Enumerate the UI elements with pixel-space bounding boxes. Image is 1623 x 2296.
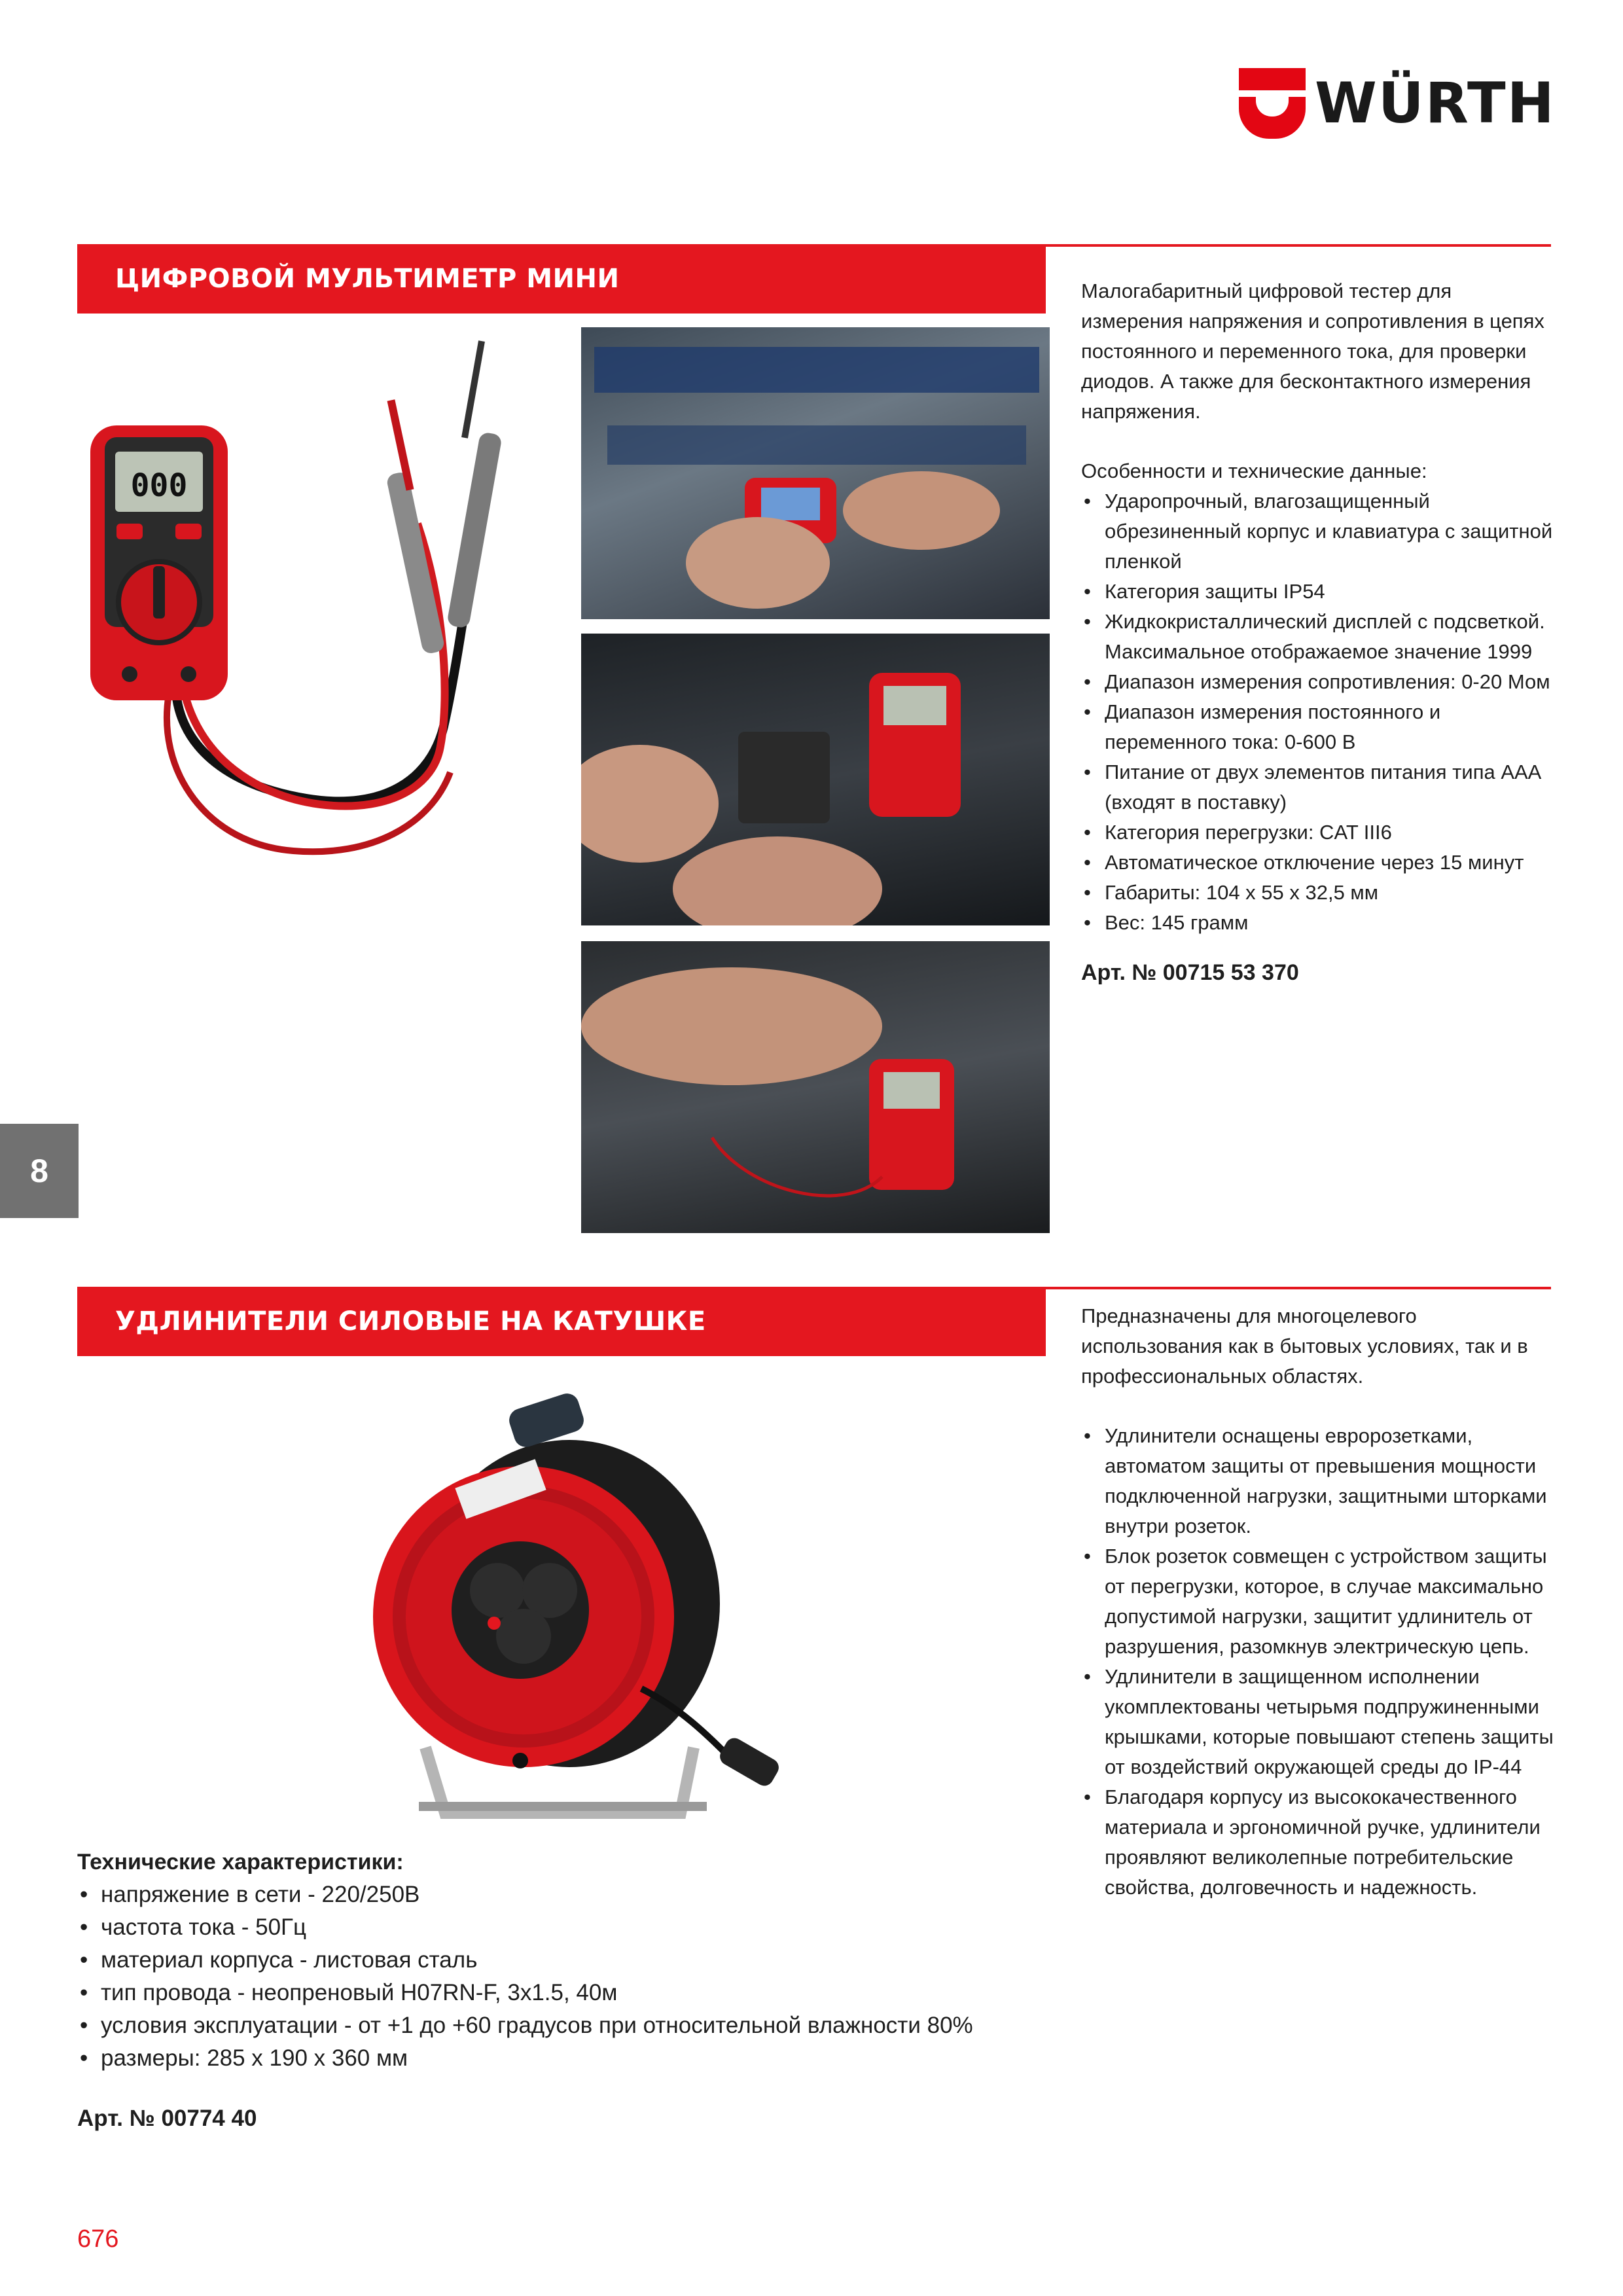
cable-reel-product-image xyxy=(262,1381,851,1839)
wurth-logo xyxy=(1239,65,1556,144)
photo-electrical-panel xyxy=(581,327,1050,619)
cable-reel-feature-list xyxy=(1081,1421,1559,1903)
list-item: • Вес: 145 грамм xyxy=(1081,908,1559,938)
list-item: • Питание от двух элементов питания типа ААА (входят в поставку) xyxy=(1081,757,1559,817)
header-rule xyxy=(1046,244,1551,247)
multimeter-intro: Малогабаритный цифровой тестер для измерения напряжения и сопротивления в цепях постоянного и переменного тока, для проверки диодов. А также для бесконтактного измерения напряжения. xyxy=(1081,279,1544,423)
list-item: • Габариты: 104 х 55 х 32,5 мм xyxy=(1081,878,1559,908)
section-title-multimeter xyxy=(77,244,1046,314)
list-item: • Удлинители в защищенном исполнении укомплектованы четырьмя подпружиненными крышками, которые повышают степень защиты от воздействий окружающей среды до IP-44 xyxy=(1081,1662,1559,1782)
cable-reel-specs xyxy=(77,1846,1059,2135)
wurth-logo-icon xyxy=(1239,68,1306,139)
list-item: • Жидкокристаллический дисплей с подсветкой. Максимальное отображаемое значение 1999 xyxy=(1081,607,1559,667)
list-item: • Категория перегрузки: CAT III6 xyxy=(1081,817,1559,848)
list-item: • Автоматическое отключение через 15 минут xyxy=(1081,848,1559,878)
photo-engine-bay xyxy=(581,941,1050,1233)
header-rule xyxy=(1046,1287,1551,1289)
specs-list xyxy=(77,1878,1059,2075)
specs-heading: Технические характеристики: xyxy=(77,1850,404,1874)
list-item: • Диапазон измерения постоянного и переменного тока: 0-600 В xyxy=(1081,697,1559,757)
multimeter-product-image xyxy=(77,327,548,903)
cable-reel-intro: Предназначены для многоцелевого использования как в бытовых условиях, так и в профессиональных областях. xyxy=(1081,1304,1528,1388)
list-item: • Диапазон измерения сопротивления: 0-20 Мом xyxy=(1081,667,1559,697)
list-item: • частота тока - 50Гц xyxy=(77,1911,1059,1944)
list-item: • условия эксплуатации - от +1 до +60 градусов при относительной влажности 80% xyxy=(77,2009,1059,2042)
page-number: 676 xyxy=(77,2225,119,2253)
section-title-text: УДЛИНИТЕЛИ СИЛОВЫЕ НА КАТУШКЕ xyxy=(115,1306,706,1336)
list-item: • тип провода - неопреновый H07RN-F, 3x1.5, 40м xyxy=(77,1977,1059,2009)
meter-display-text: 000 xyxy=(130,467,188,504)
multimeter-article-number: Арт. № 00715 53 370 xyxy=(1081,960,1299,985)
cable-reel-description xyxy=(1081,1301,1559,1903)
list-item: • размеры: 285 х 190 х 360 мм xyxy=(77,2042,1059,2075)
cable-reel-article-number: Арт. № 00774 40 xyxy=(77,2106,257,2131)
brand-name: WÜRTH xyxy=(1315,71,1556,136)
photo-car-relay xyxy=(581,634,1050,925)
multimeter-description xyxy=(1081,276,1559,988)
list-item: • Благодаря корпусу из высококачественного материала и эргономичной ручке, удлинители проявляют великолепные потребительские свойства, долговечность и надежность. xyxy=(1081,1782,1559,1903)
list-item: • напряжение в сети - 220/250В xyxy=(77,1878,1059,1911)
list-item: • Категория защиты IP54 xyxy=(1081,577,1559,607)
section-title-text: ЦИФРОВОЙ МУЛЬТИМЕТР МИНИ xyxy=(115,264,620,294)
section-title-cable-reel xyxy=(77,1287,1046,1356)
list-item: • Блок розеток совмещен с устройством защиты от перегрузки, которое, в случае максимально допустимой нагрузки, защитит удлинитель от разрушения, разомкнув электрическую цепь. xyxy=(1081,1541,1559,1662)
list-item: • Удлинители оснащены евророзетками, автоматом защиты от превышения мощности подключенной нагрузки, защитными шторками внутри розеток. xyxy=(1081,1421,1559,1541)
multimeter-feature-list xyxy=(1081,486,1559,938)
list-item: • материал корпуса - листовая сталь xyxy=(77,1944,1059,1977)
chapter-tab: 8 xyxy=(0,1124,79,1218)
list-item: • Ударопрочный, влагозащищенный обрезиненный корпус и клавиатура с защитной пленкой xyxy=(1081,486,1559,577)
features-heading: Особенности и технические данные: xyxy=(1081,459,1427,482)
